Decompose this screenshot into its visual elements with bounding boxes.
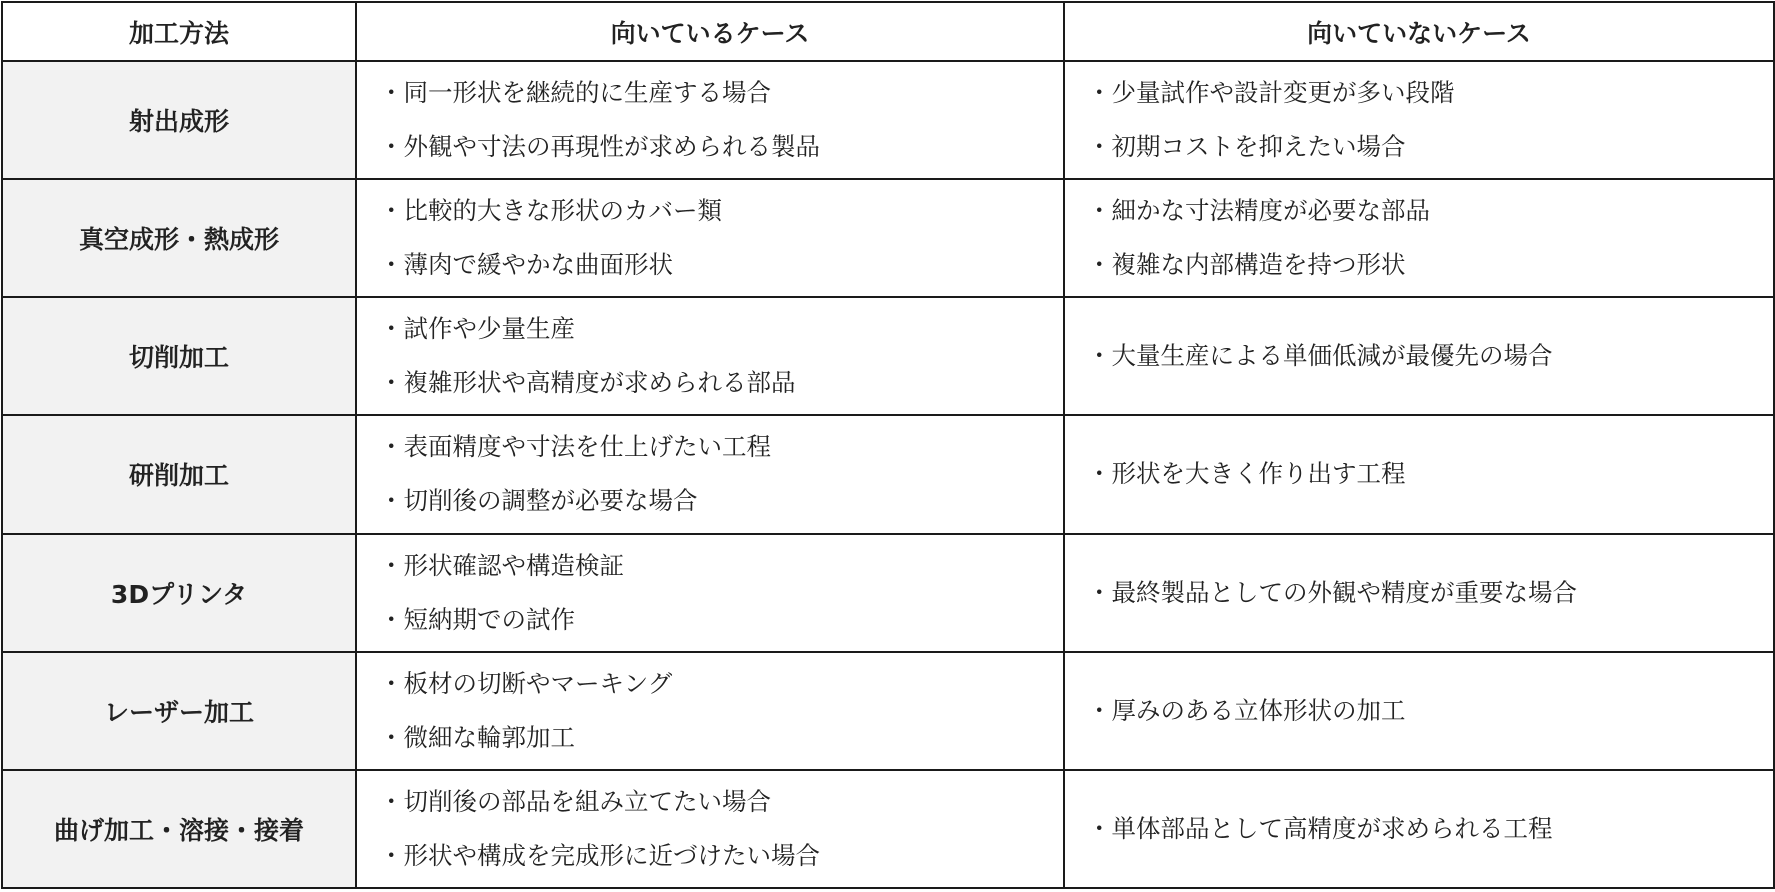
list-item: ・形状を大きく作り出す工程 xyxy=(1087,459,1406,489)
list-item: ・厚みのある立体形状の加工 xyxy=(1087,695,1406,725)
comparison-table-container xyxy=(1,1,1775,890)
processing-method-comparison-table xyxy=(1,1,1775,889)
header-method: 加工方法 xyxy=(2,2,356,61)
table-row xyxy=(2,415,1774,533)
list-item: ・同一形状を継続的に生産する場合 xyxy=(379,78,771,108)
list-item: ・試作や少量生産 xyxy=(379,314,575,344)
table-row xyxy=(2,61,1774,179)
list-item: ・薄肉で緩やかな曲面形状 xyxy=(379,250,673,280)
list-item: ・単体部品として高精度が求められる工程 xyxy=(1087,813,1553,843)
table-row xyxy=(2,297,1774,415)
list-item: ・切削後の調整が必要な場合 xyxy=(379,486,698,516)
list-item: ・表面精度や寸法を仕上げたい工程 xyxy=(379,432,771,462)
list-item: ・大量生産による単価低減が最優先の場合 xyxy=(1087,341,1553,371)
method-name-cell: 切削加工 xyxy=(2,297,356,415)
list-item: ・複雑形状や高精度が求められる部品 xyxy=(379,368,796,398)
list-item: ・初期コストを抑えたい場合 xyxy=(1087,132,1406,162)
list-item: ・最終製品としての外観や精度が重要な場合 xyxy=(1087,577,1577,607)
suited-cases-list xyxy=(379,79,1063,161)
unsuited-cases-list xyxy=(1087,197,1773,279)
table-row xyxy=(2,179,1774,297)
method-name-cell: 射出成形 xyxy=(2,61,356,179)
suited-cases-list xyxy=(379,670,1063,752)
table-row xyxy=(2,652,1774,770)
unsuited-cases-cell xyxy=(1064,534,1774,652)
unsuited-cases-cell xyxy=(1064,61,1774,179)
suited-cases-cell xyxy=(356,770,1064,888)
table-row xyxy=(2,770,1774,888)
list-item: ・短納期での試作 xyxy=(379,604,575,634)
unsuited-cases-list xyxy=(1087,579,1773,607)
method-name-cell: 真空成形・熱成形 xyxy=(2,179,356,297)
unsuited-cases-list xyxy=(1087,79,1773,161)
table-row xyxy=(2,534,1774,652)
unsuited-cases-cell xyxy=(1064,179,1774,297)
unsuited-cases-cell xyxy=(1064,415,1774,533)
unsuited-cases-cell xyxy=(1064,770,1774,888)
suited-cases-cell xyxy=(356,179,1064,297)
unsuited-cases-list xyxy=(1087,342,1773,370)
list-item: ・複雑な内部構造を持つ形状 xyxy=(1087,250,1406,280)
list-item: ・少量試作や設計変更が多い段階 xyxy=(1087,78,1455,108)
list-item: ・微細な輪郭加工 xyxy=(379,722,575,752)
method-name-cell: 曲げ加工・溶接・接着 xyxy=(2,770,356,888)
list-item: ・比較的大きな形状のカバー類 xyxy=(379,196,722,226)
suited-cases-cell xyxy=(356,652,1064,770)
list-item: ・板材の切断やマーキング xyxy=(379,668,673,698)
method-name-cell: レーザー加工 xyxy=(2,652,356,770)
unsuited-cases-cell xyxy=(1064,297,1774,415)
suited-cases-cell xyxy=(356,415,1064,533)
suited-cases-list xyxy=(379,433,1063,515)
unsuited-cases-list xyxy=(1087,697,1773,725)
unsuited-cases-cell xyxy=(1064,652,1774,770)
list-item: ・細かな寸法精度が必要な部品 xyxy=(1087,196,1430,226)
suited-cases-cell xyxy=(356,61,1064,179)
list-item: ・切削後の部品を組み立てたい場合 xyxy=(379,786,771,816)
suited-cases-list xyxy=(379,197,1063,279)
method-name-cell: 研削加工 xyxy=(2,415,356,533)
suited-cases-cell xyxy=(356,534,1064,652)
header-unsuited-cases: 向いていないケース xyxy=(1064,2,1774,61)
table-header-row xyxy=(2,2,1774,61)
list-item: ・形状や構成を完成形に近づけたい場合 xyxy=(379,840,820,870)
suited-cases-cell xyxy=(356,297,1064,415)
suited-cases-list xyxy=(379,788,1063,870)
list-item: ・形状確認や構造検証 xyxy=(379,550,624,580)
list-item: ・外観や寸法の再現性が求められる製品 xyxy=(379,132,820,162)
table-body xyxy=(2,61,1774,888)
suited-cases-list xyxy=(379,552,1063,634)
unsuited-cases-list xyxy=(1087,815,1773,843)
suited-cases-list xyxy=(379,315,1063,397)
header-suited-cases: 向いているケース xyxy=(356,2,1064,61)
method-name-cell: 3Dプリンタ xyxy=(2,534,356,652)
unsuited-cases-list xyxy=(1087,460,1773,488)
